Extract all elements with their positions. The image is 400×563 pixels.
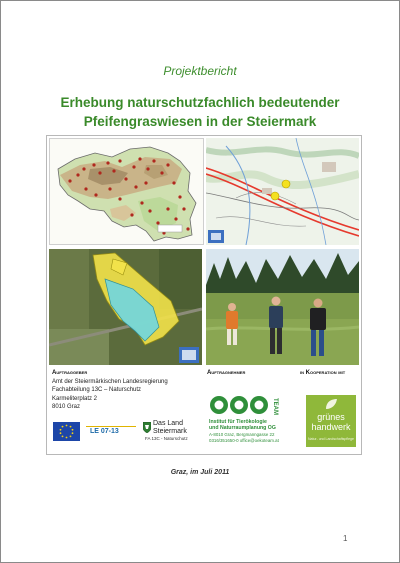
field-photo-graphic	[206, 249, 359, 365]
land-logo-sub: FA 13C - Naturschutz	[145, 436, 188, 441]
topographic-map-graphic	[206, 138, 359, 245]
institute-line-2: und Naturraumplanung OG	[209, 425, 276, 431]
styria-distribution-map	[49, 138, 204, 245]
report-title-line-2: Pfeifengraswiesen in der Steiermark	[83, 114, 317, 129]
client-heading: Auftraggeber	[52, 370, 88, 376]
partner-line-1: grünes	[317, 412, 345, 422]
client-address	[52, 378, 168, 412]
client-line-2: Fachabteilung 13C – Naturschutz	[52, 387, 142, 394]
page-number: 1	[343, 534, 348, 543]
styria-map-graphic	[50, 139, 204, 245]
le-logo-text: LE 07-13	[90, 428, 119, 435]
leaf-icon	[324, 398, 338, 410]
report-title-line-1: Erhebung naturschutzfachlich bedeutender	[60, 95, 340, 110]
partner-sub: Natur- und Landschaftspflege	[308, 437, 354, 441]
institute-address: A-8010 Graz, Bergmanngasse 22	[209, 432, 275, 437]
aerial-meadow-plan	[49, 249, 202, 365]
report-title	[40, 93, 360, 131]
report-type-label: Projektbericht	[163, 64, 237, 78]
land-steiermark-logo	[143, 420, 199, 442]
partner-line-2: handwerk	[311, 422, 351, 432]
cooperation-heading: in Kooperation mit	[300, 370, 346, 376]
contractor-heading: Auftragnehmer	[207, 370, 246, 376]
institute-line-1: Institut für Tierökologie	[209, 419, 267, 425]
land-logo-line-1: Das Land	[153, 420, 183, 427]
aerial-plan-graphic	[49, 249, 202, 365]
client-line-4: 8010 Graz	[52, 404, 81, 411]
gruenes-handwerk-logo	[306, 395, 356, 447]
coat-of-arms-icon	[143, 422, 151, 433]
team-logo-text: TEAM	[272, 398, 278, 415]
institute-contact: 0316/351650-0 office@oekoteam.at	[209, 438, 279, 443]
field-survey-photo	[206, 249, 359, 365]
client-line-1: Amt der Steiermärkischen Landesregierung	[52, 379, 168, 385]
oekoteam-logo	[209, 395, 289, 447]
cover-figure-panel	[46, 135, 362, 455]
client-line-3: Karmeliterplatz 2	[52, 395, 98, 402]
publication-date: Graz, im Juli 2011	[170, 469, 230, 476]
eu-flag-icon	[53, 422, 80, 441]
land-logo-line-2: Steiermark	[153, 428, 187, 435]
le-programme-logo	[86, 424, 136, 440]
topographic-detail-map	[206, 138, 359, 245]
